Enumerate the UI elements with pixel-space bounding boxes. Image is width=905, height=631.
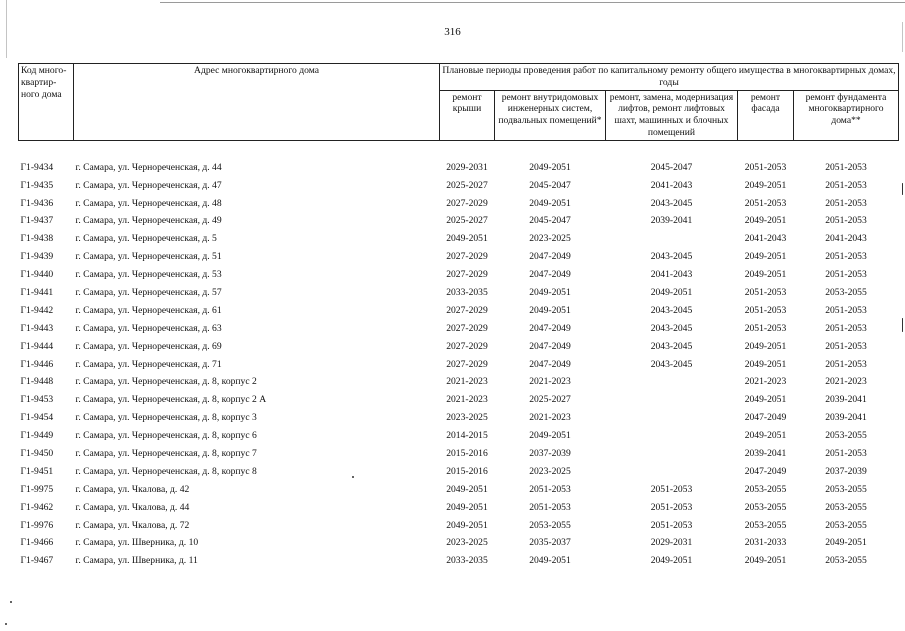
cell-foundation: 2039-2041 — [825, 394, 867, 406]
table-row — [19, 320, 899, 338]
cell-elevators — [606, 445, 738, 463]
table-row — [19, 338, 899, 356]
cell-roof: 2025-2027 — [446, 215, 488, 227]
cell-elevators: 2051-2053 — [650, 519, 693, 531]
cell-foundation: 2021-2023 — [825, 376, 867, 388]
cell-facade: 2049-2051 — [744, 215, 787, 227]
cell-facade: 2049-2051 — [744, 340, 787, 352]
cell-foundation: 2041-2043 — [825, 233, 867, 245]
page-number: 316 — [444, 26, 461, 38]
header-roof: ремонт крыши — [440, 90, 495, 140]
cell-facade: 2049-2051 — [744, 430, 787, 442]
cell-foundation: 2051-2053 — [825, 269, 867, 281]
cell-roof: 2027-2029 — [446, 358, 488, 370]
cell-roof: 2027-2029 — [446, 197, 488, 209]
cell-facade: 2041-2043 — [744, 233, 787, 245]
cell-elevators: 2051-2053 — [650, 483, 693, 495]
cell-code: Г1-9441 — [20, 286, 54, 298]
cell-elevators: 2043-2045 — [650, 304, 693, 316]
table-row — [19, 284, 899, 302]
cell-foundation: 2053-2055 — [825, 286, 867, 298]
cell-facade: 2049-2051 — [744, 269, 787, 281]
cell-elevators — [606, 373, 738, 391]
cell-code: Г1-9446 — [20, 358, 54, 370]
cell-facade: 2049-2051 — [744, 358, 787, 370]
cell-roof: 2049-2051 — [446, 501, 488, 513]
table-row — [19, 427, 899, 445]
cell-systems: 2035-2037 — [529, 537, 571, 549]
cell-systems: 2049-2051 — [529, 304, 571, 316]
cell-address: г. Самара, ул. Чернореченская, д. 8, корпус 3 — [75, 412, 257, 424]
table-row — [19, 230, 899, 248]
cell-foundation: 2051-2053 — [825, 215, 867, 227]
table-row — [19, 499, 899, 517]
cell-address: г. Самара, ул. Чкалова, д. 44 — [75, 501, 190, 513]
table-row — [19, 516, 899, 534]
scan-speck — [902, 183, 903, 195]
cell-facade: 2051-2053 — [744, 197, 787, 209]
cell-address: г. Самара, ул. Шверника, д. 10 — [75, 537, 199, 549]
cell-code: Г1-9438 — [20, 233, 54, 245]
table-row — [19, 373, 899, 391]
cell-address: г. Самара, ул. Чернореченская, д. 44 — [75, 161, 222, 173]
cell-elevators: 2049-2051 — [650, 555, 693, 567]
cell-systems: 2045-2047 — [529, 215, 571, 227]
cell-foundation: 2049-2051 — [825, 537, 867, 549]
cell-address: г. Самара, ул. Чернореченская, д. 8, корпус 2 — [75, 376, 257, 388]
cell-foundation: 2051-2053 — [825, 358, 867, 370]
cell-code: Г1-9467 — [20, 555, 54, 567]
cell-elevators — [606, 427, 738, 445]
cell-systems: 2023-2025 — [529, 465, 571, 477]
cell-foundation: 2053-2055 — [825, 555, 867, 567]
cell-elevators — [606, 463, 738, 481]
header-separator — [19, 140, 899, 158]
cell-systems: 2051-2053 — [529, 501, 571, 513]
header-facade: ремонт фасада — [738, 90, 794, 140]
cell-elevators: 2043-2045 — [650, 322, 693, 334]
cell-roof: 2023-2025 — [446, 537, 488, 549]
cell-systems: 2051-2053 — [529, 483, 571, 495]
cell-facade: 2053-2055 — [744, 501, 787, 513]
header-address: Адрес многоквартирного дома — [74, 64, 440, 141]
table-row — [19, 445, 899, 463]
cell-code: Г1-9434 — [20, 161, 54, 173]
cell-address: г. Самара, ул. Чернореченская, д. 57 — [75, 286, 222, 298]
cell-address: г. Самара, ул. Чернореченская, д. 61 — [75, 304, 222, 316]
cell-code: Г1-9439 — [20, 251, 54, 263]
cell-address: г. Самара, ул. Чернореченская, д. 8, корпус 6 — [75, 430, 257, 442]
cell-elevators: 2049-2051 — [650, 286, 693, 298]
cell-address: г. Самара, ул. Чернореченская, д. 49 — [75, 215, 222, 227]
cell-address: г. Самара, ул. Чернореченская, д. 8, корпус 8 — [75, 465, 257, 477]
cell-code: Г1-9450 — [20, 447, 54, 459]
cell-systems: 2049-2051 — [529, 555, 571, 567]
table-body — [19, 140, 899, 570]
cell-systems: 2049-2051 — [529, 286, 571, 298]
cell-elevators: 2039-2041 — [650, 215, 693, 227]
cell-elevators: 2043-2045 — [650, 251, 693, 263]
cell-roof: 2029-2031 — [446, 161, 488, 173]
top-edge-line — [160, 2, 905, 3]
cell-roof: 2049-2051 — [446, 519, 488, 531]
scan-speck — [10, 601, 12, 603]
scan-speck — [5, 623, 7, 625]
cell-foundation: 2051-2053 — [825, 340, 867, 352]
cell-facade: 2047-2049 — [744, 412, 787, 424]
header-code: Код много-квартир-ного дома — [19, 64, 74, 141]
cell-elevators — [606, 391, 738, 409]
cell-roof: 2021-2023 — [446, 376, 488, 388]
cell-systems: 2037-2039 — [529, 447, 571, 459]
cell-roof: 2033-2035 — [446, 286, 488, 298]
cell-foundation: 2051-2053 — [825, 197, 867, 209]
scan-speck — [352, 476, 354, 478]
table-row — [19, 409, 899, 427]
cell-address: г. Самара, ул. Шверника, д. 11 — [75, 555, 198, 567]
cell-facade: 2049-2051 — [744, 251, 787, 263]
cell-systems: 2045-2047 — [529, 179, 571, 191]
cell-code: Г1-9443 — [20, 322, 54, 334]
cell-systems: 2023-2025 — [529, 233, 571, 245]
cell-systems: 2021-2023 — [529, 412, 571, 424]
cell-address: г. Самара, ул. Чернореченская, д. 48 — [75, 197, 222, 209]
cell-facade: 2053-2055 — [744, 519, 787, 531]
cell-foundation: 2039-2041 — [825, 412, 867, 424]
cell-address: г. Самара, ул. Чернореченская, д. 53 — [75, 269, 222, 281]
table-row — [19, 248, 899, 266]
cell-facade: 2049-2051 — [744, 555, 787, 567]
cell-address: г. Самара, ул. Чернореченская, д. 63 — [75, 322, 222, 334]
table-row — [19, 177, 899, 195]
cell-code: Г1-9462 — [20, 501, 54, 513]
cell-code: Г1-9440 — [20, 269, 54, 281]
table-row — [19, 355, 899, 373]
table-row — [19, 463, 899, 481]
cell-facade: 2021-2023 — [744, 376, 787, 388]
cell-systems: 2047-2049 — [529, 340, 571, 352]
cell-foundation: 2051-2053 — [825, 304, 867, 316]
cell-foundation: 2053-2055 — [825, 501, 867, 513]
cell-elevators: 2043-2045 — [650, 340, 693, 352]
cell-roof: 2027-2029 — [446, 340, 488, 352]
table-row — [19, 212, 899, 230]
header-periods-group: Плановые периоды проведения работ по капитальному ремонту общего имущества в многоквартирных домах, годы — [440, 64, 899, 91]
cell-code: Г1-9444 — [20, 340, 54, 352]
cell-facade: 2049-2051 — [744, 179, 787, 191]
cell-systems: 2053-2055 — [529, 519, 571, 531]
cell-foundation: 2051-2053 — [825, 179, 867, 191]
cell-code: Г1-9436 — [20, 197, 54, 209]
cell-foundation: 2053-2055 — [825, 430, 867, 442]
cell-roof: 2015-2016 — [446, 465, 488, 477]
cell-code: Г1-9435 — [20, 179, 54, 191]
table-row — [19, 194, 899, 212]
cell-roof: 2023-2025 — [446, 412, 488, 424]
cell-facade: 2039-2041 — [744, 447, 787, 459]
cell-systems: 2021-2023 — [529, 376, 571, 388]
header-foundation: ремонт фундамента многоквартирного дома** — [794, 90, 899, 140]
cell-systems: 2047-2049 — [529, 322, 571, 334]
cell-elevators: 2043-2045 — [650, 197, 693, 209]
cell-elevators: 2041-2043 — [650, 269, 693, 281]
cell-foundation: 2051-2053 — [825, 161, 867, 173]
table-row — [19, 159, 899, 177]
cell-foundation: 2051-2053 — [825, 322, 867, 334]
cell-roof: 2049-2051 — [446, 483, 488, 495]
cell-elevators: 2041-2043 — [650, 179, 693, 191]
scan-speck — [902, 318, 903, 332]
cell-address: г. Самара, ул. Чернореченская, д. 8, корпус 7 — [75, 447, 257, 459]
cell-foundation: 2037-2039 — [825, 465, 867, 477]
cell-facade: 2047-2049 — [744, 465, 787, 477]
cell-address: г. Самара, ул. Чкалова, д. 72 — [75, 519, 190, 531]
cell-code: Г1-9442 — [20, 304, 54, 316]
cell-roof: 2027-2029 — [446, 269, 488, 281]
cell-address: г. Самара, ул. Чернореченская, д. 47 — [75, 179, 222, 191]
cell-code: Г1-9449 — [20, 430, 54, 442]
table-row — [19, 266, 899, 284]
cell-address: г. Самара, ул. Чернореченская, д. 69 — [75, 340, 222, 352]
cell-code: Г1-9453 — [20, 394, 54, 406]
cell-systems: 2047-2049 — [529, 251, 571, 263]
cell-facade: 2053-2055 — [744, 483, 787, 495]
cell-facade: 2051-2053 — [744, 286, 787, 298]
cell-elevators — [606, 409, 738, 427]
cell-systems: 2049-2051 — [529, 197, 571, 209]
table-row — [19, 302, 899, 320]
cell-code: Г1-9448 — [20, 376, 54, 388]
cell-systems: 2047-2049 — [529, 358, 571, 370]
cell-systems: 2049-2051 — [529, 430, 571, 442]
cell-roof: 2021-2023 — [446, 394, 488, 406]
cell-roof: 2015-2016 — [446, 447, 488, 459]
cell-elevators: 2029-2031 — [650, 537, 693, 549]
cell-foundation: 2053-2055 — [825, 519, 867, 531]
cell-code: Г1-9466 — [20, 537, 54, 549]
cell-roof: 2033-2035 — [446, 555, 488, 567]
cell-roof: 2014-2015 — [446, 430, 488, 442]
cell-roof: 2027-2029 — [446, 322, 488, 334]
cell-address: г. Самара, ул. Чернореченская, д. 5 — [75, 233, 217, 245]
cell-roof: 2049-2051 — [446, 233, 488, 245]
table-row — [19, 391, 899, 409]
cell-code: Г1-9451 — [20, 465, 54, 477]
cell-systems: 2049-2051 — [529, 161, 571, 173]
table-row — [19, 481, 899, 499]
cell-roof: 2027-2029 — [446, 251, 488, 263]
cell-systems: 2047-2049 — [529, 269, 571, 281]
cell-elevators — [606, 230, 738, 248]
cell-code: Г1-9975 — [20, 483, 54, 495]
cell-elevators: 2043-2045 — [650, 358, 693, 370]
cell-facade: 2051-2053 — [744, 161, 787, 173]
cell-code: Г1-9976 — [20, 519, 54, 531]
cell-roof: 2025-2027 — [446, 179, 488, 191]
capital-repair-plan-table — [18, 63, 899, 570]
cell-facade: 2051-2053 — [744, 304, 787, 316]
cell-foundation: 2053-2055 — [825, 483, 867, 495]
cell-facade: 2031-2033 — [744, 537, 787, 549]
cell-address: г. Самара, ул. Чернореченская, д. 8, корпус 2 А — [75, 394, 267, 406]
cell-systems: 2025-2027 — [529, 394, 571, 406]
cell-facade: 2051-2053 — [744, 322, 787, 334]
cell-address: г. Самара, ул. Чернореченская, д. 51 — [75, 251, 222, 263]
table-row — [19, 534, 899, 552]
cell-address: г. Самара, ул. Чернореченская, д. 71 — [75, 358, 222, 370]
cell-elevators: 2045-2047 — [650, 161, 693, 173]
cell-address: г. Самара, ул. Чкалова, д. 42 — [75, 483, 190, 495]
cell-code: Г1-9437 — [20, 215, 54, 227]
cell-facade: 2049-2051 — [744, 394, 787, 406]
cell-code: Г1-9454 — [20, 412, 54, 424]
cell-roof: 2027-2029 — [446, 304, 488, 316]
cell-foundation: 2051-2053 — [825, 251, 867, 263]
cell-elevators: 2051-2053 — [650, 501, 693, 513]
cell-foundation: 2051-2053 — [825, 447, 867, 459]
header-elevators: ремонт, замена, модернизация лифтов, ремонт лифтовых шахт, машинных и блочных помещений — [606, 90, 738, 140]
table-row — [19, 552, 899, 570]
header-systems: ремонт внутридомовых инженерных систем, подвальных помещений* — [495, 90, 606, 140]
